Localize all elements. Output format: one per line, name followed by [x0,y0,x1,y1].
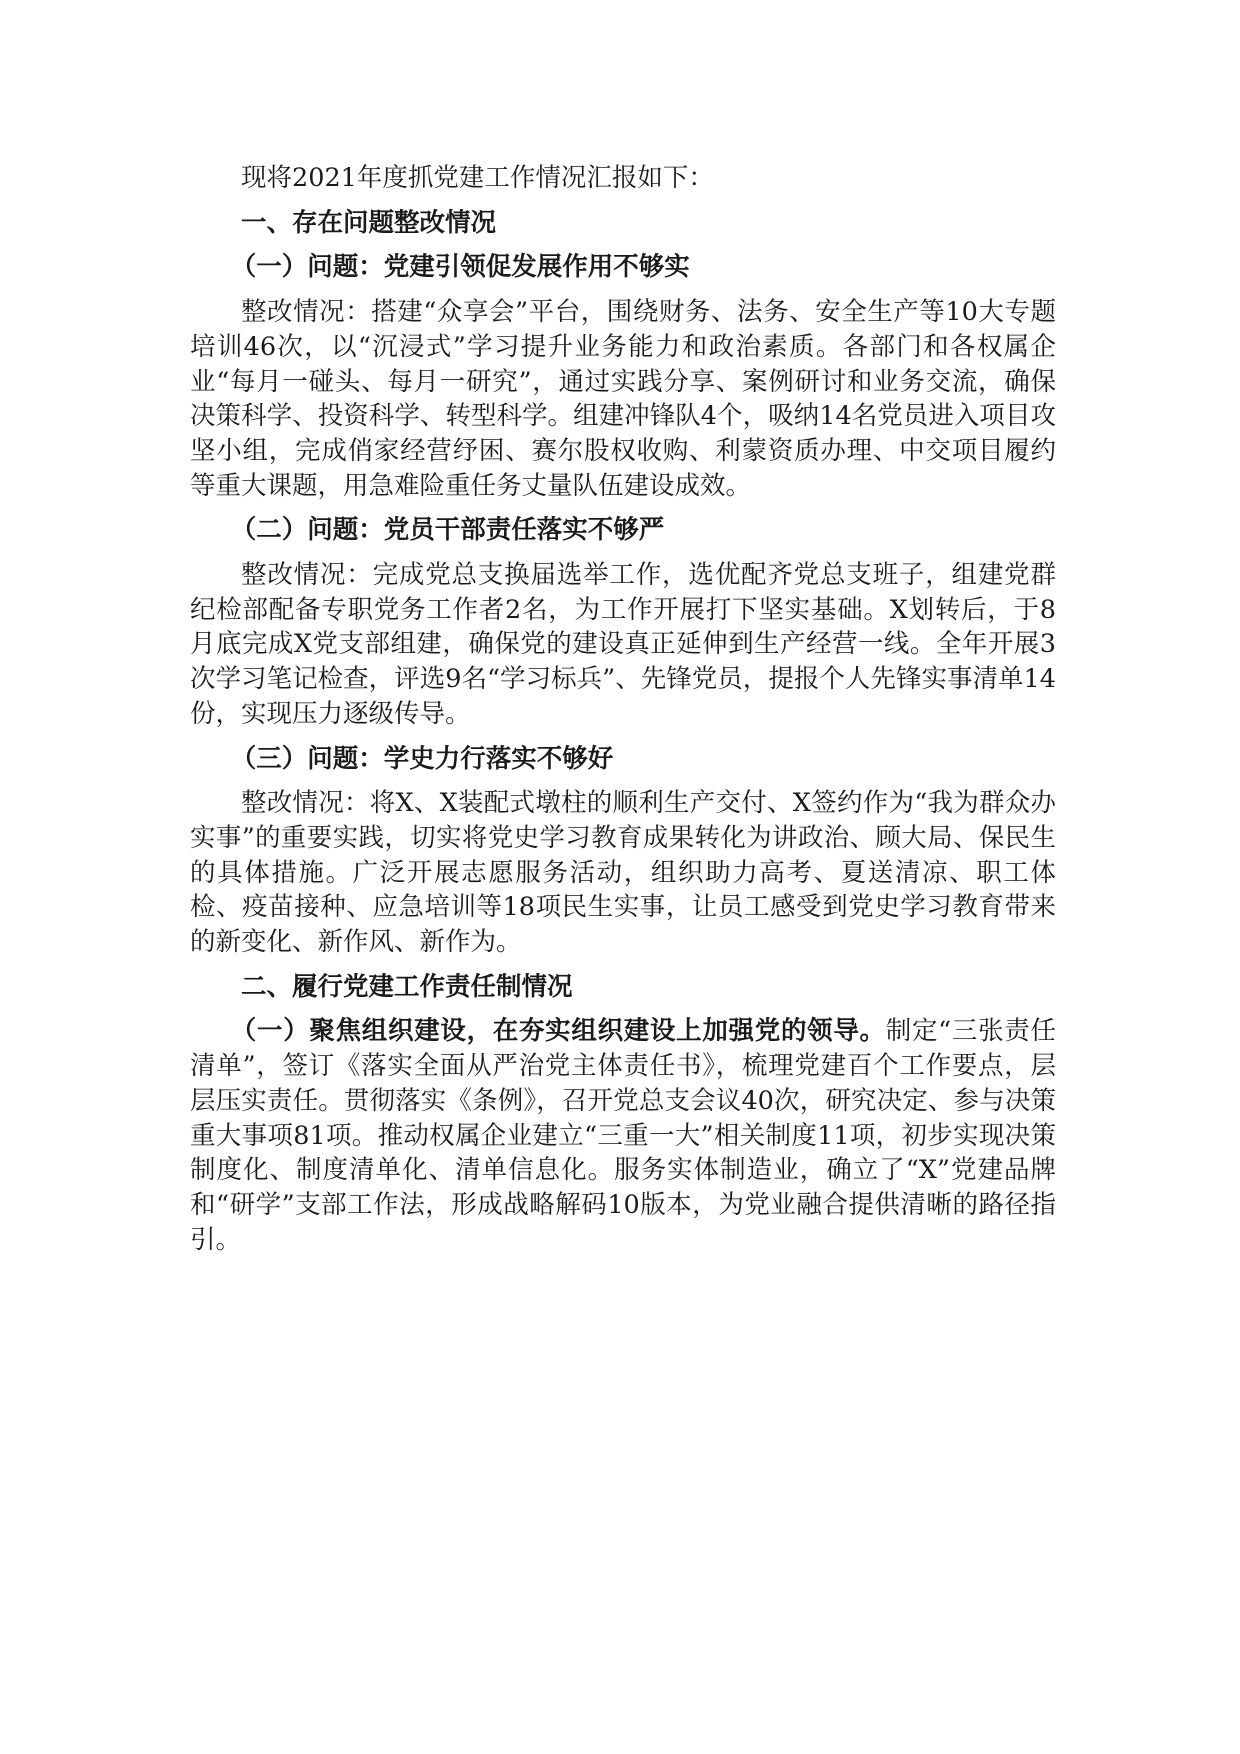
document-page [190,161,1056,1267]
section-heading-1: 一、存在问题整改情况 [241,207,497,238]
subheading-1-1: （一）问题：党建引领促发展作用不够实 [230,252,690,283]
paragraph-body: 制定“三张责任清单”，签订《落实全面从严治党主体责任书》，梳理党建百个工作要点，层层压实责任。贯彻落实《条例》，召开党总支会议40次，研究决定、参与决策重大事项81项。推动权属企业建立“三重一大”相关制度11项，初步实现决策制度化、制度清单化、清单信息化。服务实体制造业，确立了“X”党建品牌和“研学”支部工作法，形成战略解码10版本，为党业融合提供清晰的路径指引。 [190,1016,1056,1255]
section-heading-2: 二、履行党建工作责任制情况 [241,971,573,1002]
subheading-1-3: （三）问题：学史力行落实不够好 [230,743,614,774]
subheading-1-2: （二）问题：党员干部责任落实不够严 [230,515,665,546]
paragraph-1-1: 整改情况：搭建“众享会”平台，围绕财务、法务、安全生产等10大专题培训46次，以“沉浸式”学习提升业务能力和政治素质。各部门和各权属企业“每月一碰头、每月一研究”，通过实践分享、案例研讨和业务交流，确保决策科学、投资科学、转型科学。组建冲锋队4个，吸纳14名党员进入项目攻坚小组，完成俏家经营纾困、赛尔股权收购、利蒙资质办理、中交项目履约等重大课题，用急难险重任务丈量队伍建设成效。 [190,297,1056,501]
paragraph-1-2: 整改情况：完成党总支换届选举工作，选优配齐党总支班子，组建党群纪检部配备专职党务工作者2名，为工作开展打下坚实基础。X划转后，于8月底完成X党支部组建，确保党的建设真正延伸到生产经营一线。全年开展3次学习笔记检查，评选9名“学习标兵”、先锋党员，提报个人先锋实事清单14份，实现压力逐级传导。 [190,560,1056,729]
paragraph-lead: （一）聚焦组织建设，在夯实组织建设上加强党的领导。 [230,1016,886,1047]
intro-paragraph: 现将2021年度抓党建工作情况汇报如下： [241,163,714,193]
paragraph-2-1 [190,1014,1056,1257]
paragraph-1-3: 整改情况：将X、X装配式墩柱的顺利生产交付、X签约作为“我为群众办实事”的重要实践，切实将党史学习教育成果转化为讲政治、顾大局、保民生的具体措施。广泛开展志愿服务活动，组织助力高考、夏送清凉、职工体检、疫苗接种、应急培训等18项民生实事，让员工感受到党史学习教育带来的新变化、新作风、新作为。 [190,788,1056,958]
